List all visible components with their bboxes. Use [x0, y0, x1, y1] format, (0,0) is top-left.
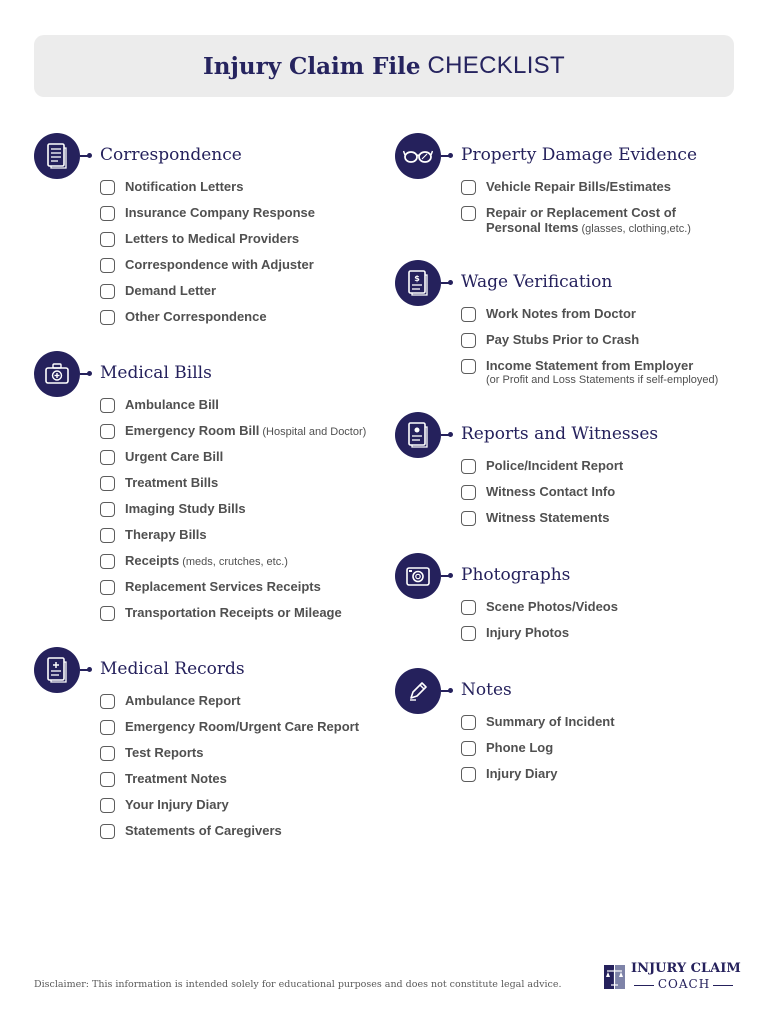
checklist-item-label [125, 179, 243, 194]
checkbox[interactable] [100, 310, 115, 325]
checkbox[interactable] [100, 772, 115, 787]
section-medical-bills [34, 351, 374, 620]
checklist-item-label [486, 358, 693, 373]
checkbox[interactable] [100, 232, 115, 247]
checkbox[interactable] [461, 600, 476, 615]
checkbox[interactable] [100, 580, 115, 595]
checklist-item-label [486, 205, 691, 235]
logo-rule-right [713, 985, 733, 986]
item-text: Witness Statements [486, 510, 610, 525]
checklist-item-label [125, 771, 227, 786]
item-text: Statements of Caregivers [125, 823, 282, 838]
checklist-item-label [486, 766, 558, 781]
page-header [34, 35, 734, 97]
item-text: Injury Diary [486, 766, 558, 781]
checkbox[interactable] [100, 798, 115, 813]
checklist-item-label [125, 719, 359, 734]
section-property-damage [395, 133, 735, 235]
checklist-item-label [486, 599, 618, 614]
item-text-line2: Personal Items [486, 220, 579, 235]
section-reports-witnesses [395, 412, 735, 525]
section-title: Correspondence [100, 145, 242, 165]
item-text: Test Reports [125, 745, 204, 760]
item-note: (meds, crutches, etc.) [182, 556, 288, 568]
item-text: Letters to Medical Providers [125, 231, 300, 246]
item-text: Therapy Bills [125, 527, 207, 542]
item-text: Insurance Company Response [125, 205, 315, 220]
checkbox[interactable] [100, 694, 115, 709]
page-title: Injury Claim File [203, 52, 421, 80]
checkbox[interactable] [100, 258, 115, 273]
section-title: Reports and Witnesses [461, 424, 659, 444]
section-title: Medical Bills [100, 363, 212, 383]
checkbox[interactable] [100, 528, 115, 543]
checklist-item-label [125, 693, 241, 708]
checkbox[interactable] [100, 180, 115, 195]
section-title: Medical Records [100, 659, 245, 679]
item-text: Ambulance Report [125, 693, 241, 708]
checkbox[interactable] [461, 767, 476, 782]
checklist-item-label [125, 205, 315, 220]
item-note: (Hospital and Doctor) [262, 426, 367, 438]
checkbox[interactable] [100, 398, 115, 413]
checkbox[interactable] [100, 502, 115, 517]
section-photographs [395, 553, 735, 640]
checklist-item-label [125, 797, 229, 812]
checkbox[interactable] [100, 424, 115, 439]
logo-text-line1: INJURY CLAIM [631, 961, 741, 976]
checkbox[interactable] [461, 459, 476, 474]
section-medical-records [34, 647, 374, 838]
item-text: Police/Incident Report [486, 458, 624, 473]
section-title: Photographs [461, 565, 571, 585]
section-notes [395, 668, 735, 781]
item-text: Summary of Incident [486, 714, 615, 729]
checklist-item-label [486, 306, 636, 321]
pay-document-icon [395, 260, 441, 306]
section-title: Property Damage Evidence [461, 145, 697, 165]
checkbox[interactable] [461, 741, 476, 756]
glasses-icon [395, 133, 441, 179]
item-text: Demand Letter [125, 283, 217, 298]
checklist-item-label [486, 714, 615, 729]
checklist-item-label [125, 823, 282, 838]
checklist-item-label [125, 475, 218, 490]
item-text: Receipts [125, 553, 180, 568]
checkbox[interactable] [461, 626, 476, 641]
item-text: Pay Stubs Prior to Crash [486, 332, 640, 347]
disclaimer: Disclaimer: This information is intended solely for educational purposes and does not constitute legal advice. [34, 979, 562, 990]
item-text: Vehicle Repair Bills/Estimates [486, 179, 671, 194]
item-text: Correspondence with Adjuster [125, 257, 314, 272]
item-text: Scene Photos/Videos [486, 599, 618, 614]
section-wage-verification [395, 260, 735, 386]
checklist-item-label [125, 283, 216, 298]
item-text: Imaging Study Bills [125, 501, 246, 516]
item-text: Income Statement from Employer [486, 358, 694, 373]
checklist-item-label [125, 423, 366, 438]
checkbox[interactable] [100, 720, 115, 735]
checkbox[interactable] [100, 824, 115, 839]
checkbox[interactable] [461, 715, 476, 730]
checklist-item-label [125, 501, 246, 516]
section-title: Wage Verification [461, 272, 613, 292]
injury-claim-coach-logo [603, 961, 741, 995]
item-text: Witness Contact Info [486, 484, 616, 499]
checkbox[interactable] [461, 511, 476, 526]
section-correspondence [34, 133, 374, 324]
checklist-item-label [125, 257, 314, 272]
item-text: Repair or Replacement Cost of [486, 205, 676, 220]
document-icon [34, 133, 80, 179]
checklist-item-label [125, 745, 204, 760]
page-subtitle: CHECKLIST [427, 52, 565, 79]
checkbox[interactable] [100, 606, 115, 621]
checkbox[interactable] [461, 359, 476, 374]
item-text: Phone Log [486, 740, 554, 755]
checkbox[interactable] [461, 307, 476, 322]
checklist-item-label [486, 510, 609, 525]
pencil-icon [395, 668, 441, 714]
item-text: Other Correspondence [125, 309, 267, 324]
logo-text-line2: COACH [657, 977, 711, 991]
checkbox[interactable] [100, 554, 115, 569]
item-text: Your Injury Diary [125, 797, 229, 812]
item-text: Transportation Receipts or Mileage [125, 605, 342, 620]
checkbox[interactable] [461, 333, 476, 348]
checklist-item-label [486, 458, 623, 473]
medical-kit-icon [34, 351, 80, 397]
checkbox[interactable] [461, 206, 476, 221]
item-text: Work Notes from Doctor [486, 306, 636, 321]
svg-text:$: $ [414, 274, 420, 283]
section-title: Notes [461, 680, 512, 700]
medical-record-icon [34, 647, 80, 693]
item-note: (glasses, clothing,etc.) [581, 223, 691, 235]
item-text: Emergency Room/Urgent Care Report [125, 719, 360, 734]
checkbox[interactable] [100, 746, 115, 761]
checkbox[interactable] [100, 284, 115, 299]
checklist-item-label [486, 332, 639, 347]
checklist-item-label [125, 605, 342, 620]
item-text: Ambulance Bill [125, 397, 219, 412]
item-text: Injury Photos [486, 625, 570, 640]
item-text: Notification Letters [125, 179, 244, 194]
scales-of-justice-icon [603, 963, 627, 996]
camera-icon [395, 553, 441, 599]
checkbox[interactable] [461, 180, 476, 195]
checklist-item-label [125, 231, 299, 246]
item-text: Emergency Room Bill [125, 423, 260, 438]
checkbox[interactable] [100, 476, 115, 491]
checklist-item-label [125, 579, 321, 594]
checkbox[interactable] [100, 206, 115, 221]
checkbox[interactable] [100, 450, 115, 465]
checklist-item-label [125, 309, 267, 324]
checklist-item-label [125, 449, 223, 464]
checklist-item-label [125, 553, 288, 568]
item-text: Treatment Bills [125, 475, 219, 490]
item-subnote: (or Profit and Loss Statements if self-employed) [486, 374, 719, 386]
checklist-item-label [486, 625, 569, 640]
checkbox[interactable] [461, 485, 476, 500]
item-text: Replacement Services Receipts [125, 579, 321, 594]
checklist-item-label [486, 740, 553, 755]
item-text: Treatment Notes [125, 771, 227, 786]
report-icon [395, 412, 441, 458]
checklist-item-label [486, 484, 615, 499]
checklist-item-label [486, 179, 671, 194]
checklist-item-label [125, 527, 207, 542]
item-text: Urgent Care Bill [125, 449, 224, 464]
checklist-item-label [125, 397, 219, 412]
